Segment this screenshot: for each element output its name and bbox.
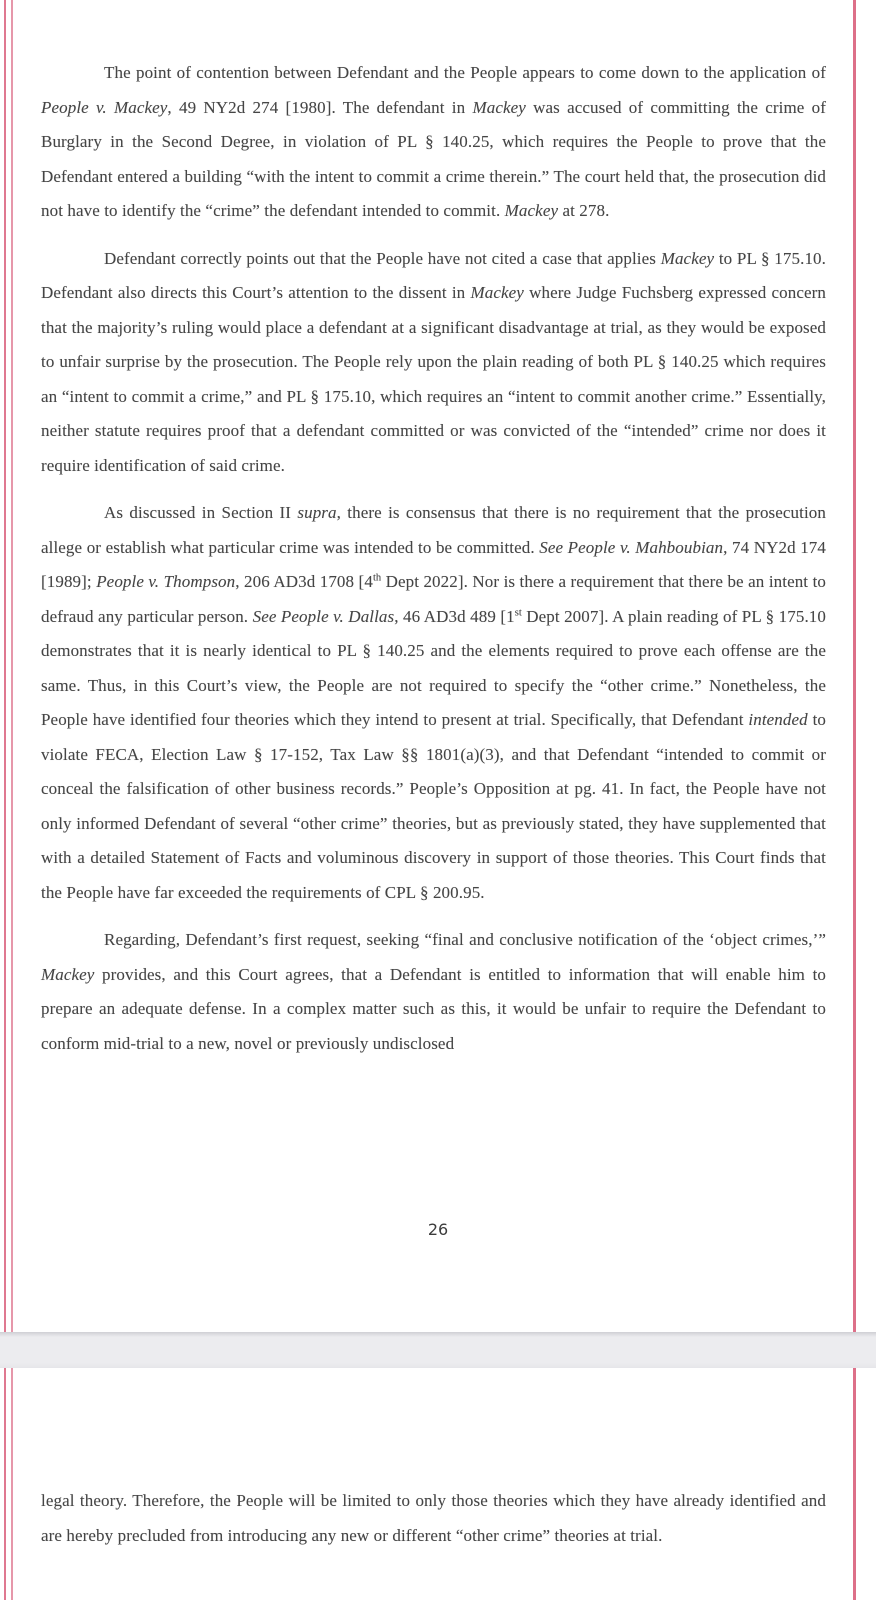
text-run: People v. Mackey <box>41 97 168 117</box>
pleading-margin-line-left-inner <box>11 0 13 1332</box>
paragraph <box>41 1484 826 1553</box>
text-run: People v. Thompson <box>96 572 236 591</box>
text-run: th <box>372 572 382 584</box>
text-run: Dept 2007]. A plain reading of PL § 175.10 demonstrates that it is nearly identical to PL § 140.25 and the elements required to prove each offense are the same. Thus, in this Court’s view, the People are not required to specify the “other crime.” Nonetheless, the People have identified four theories which they intend to present at trial. Specifically, that Defendant <box>41 606 826 729</box>
page-separator <box>0 1332 876 1368</box>
page-1-text-block <box>41 56 826 1074</box>
text-run: Mackey <box>504 201 559 220</box>
paragraph <box>41 56 826 229</box>
pleading-margin-line-left-inner <box>11 1368 13 1600</box>
page-number: 26 <box>427 1220 449 1239</box>
text-run: legal theory. Therefore, the People will be limited to only those theories which they have already identified and are hereby precluded from introducing any new or different “other crime” theories at trial. <box>41 1491 826 1545</box>
text-run: , 74 NY2d 174 [1989]; <box>41 537 826 591</box>
pleading-margin-line-right <box>853 1368 856 1600</box>
text-run: st <box>514 606 522 618</box>
pleading-margin-line-left-outer <box>4 0 6 1332</box>
text-run: Mackey <box>472 97 526 117</box>
text-run: , there is consensus that there is no requirement that the prosecution allege or establish what particular crime was intended to be committed. <box>41 503 826 557</box>
text-run: Mackey <box>660 248 715 268</box>
text-run: Regarding, Defendant’s first request, seeking “final and conclusive notification of the ‘object crimes,’” <box>104 930 826 949</box>
page-2-text-block <box>41 1484 826 1566</box>
text-run: Dept 2022]. Nor is there a requirement that there be an intent to defraud any particular person. <box>41 572 826 626</box>
text-run: intended <box>748 710 808 729</box>
text-run: where Judge Fuchsberg expressed concern that the majority’s ruling would place a defendant at a significant disadvantage at trial, as they would be exposed to unfair surprise by the prosecution. The People rely upon the plain reading of both PL § 140.25 which requires an “intent to commit a crime,” and PL § 175.10, which requires an “intent to commit another crime.” Essentially, neither statute requires proof that a defendant committed or was convicted of the “intended” crime nor does it require identification of said crime. <box>41 283 826 475</box>
text-run: at 278. <box>558 201 610 220</box>
text-run: was accused of committing the crime of Burglary in the Second Degree, in violation of PL § 140.25, which requires the People to prove that the Defendant entered a building “with the intent to commit a crime therein.” The court held that, the prosecution did not have to identify the “crime” the defendant intended to commit. <box>41 97 826 220</box>
document-page-2 <box>0 1368 876 1600</box>
text-run: As discussed in Section II <box>104 503 298 522</box>
text-run: Mackey <box>470 283 524 302</box>
text-run: The point of contention between Defendant and the People appears to come down to the application of <box>104 63 826 82</box>
paragraph <box>41 242 826 484</box>
text-run: to violate FECA, Election Law § 17-152, Tax Law §§ 1801(a)(3), and that Defendant “intended to commit or conceal the falsification of other business records.” People’s Opposition at pg. 41. In fact, the People have not only informed Defendant of several “other crime” theories, but as previously stated, they have supplemented that with a detailed Statement of Facts and voluminous discovery in support of those theories. This Court finds that the People have far exceeded the requirements of CPL § 200.95. <box>41 710 826 902</box>
text-run: Defendant correctly points out that the People have not cited a case that applies <box>104 248 661 268</box>
text-run: See People v. Mahboubian <box>539 537 724 557</box>
text-run: , 206 AD3d 1708 [4 <box>235 572 373 591</box>
paragraph <box>41 923 826 1061</box>
text-run: to PL § 175.10. Defendant also directs this Court’s attention to the dissent in <box>41 248 827 302</box>
text-run: See People v. Dallas <box>252 606 395 626</box>
text-run: provides, and this Court agrees, that a Defendant is entitled to information that will enable him to prepare an adequate defense. In a complex matter such as this, it would be unfair to require the Defendant to conform mid-trial to a new, novel or previously undisclosed <box>41 964 826 1053</box>
text-run: , 49 NY2d 274 [1980]. The defendant in <box>167 97 473 117</box>
pleading-margin-line-left-outer <box>4 1368 6 1600</box>
text-run: Mackey <box>41 964 95 984</box>
pleading-margin-line-right <box>853 0 856 1332</box>
text-run: , 46 AD3d 489 [1 <box>394 606 515 626</box>
paragraph <box>41 496 826 910</box>
text-run: supra <box>297 503 337 522</box>
